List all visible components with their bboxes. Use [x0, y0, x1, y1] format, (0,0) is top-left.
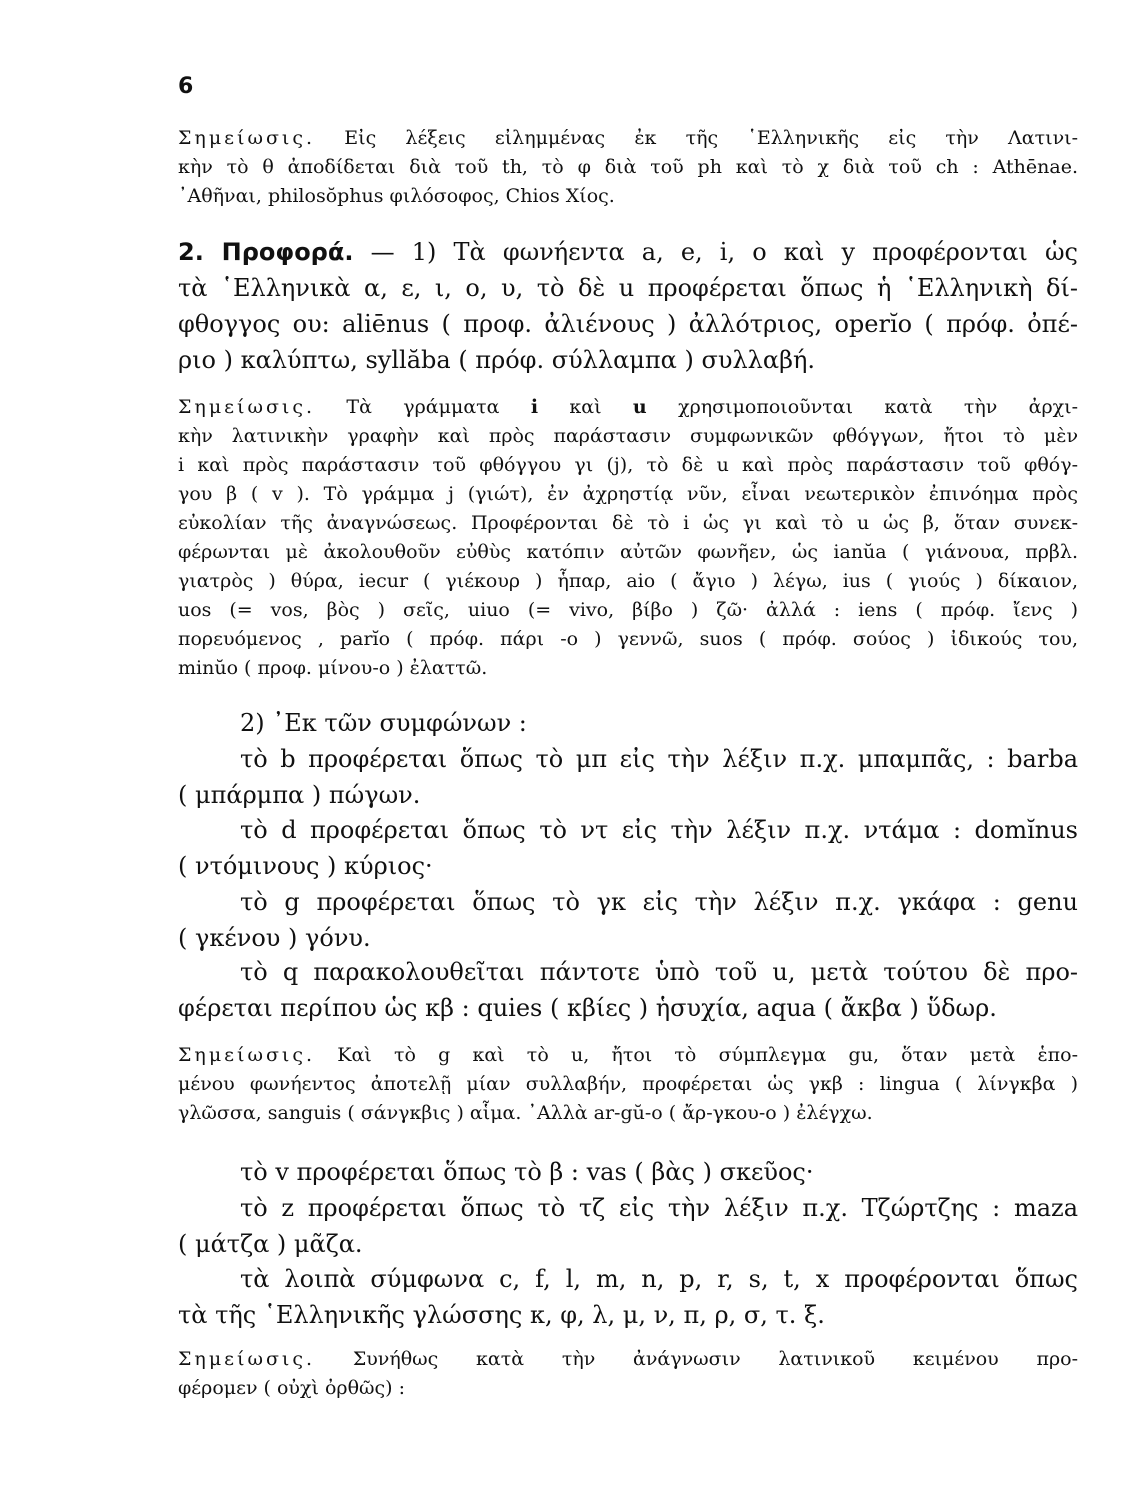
- text-line: φθογγος ου: aliēnus ( προφ. ἀλιένους ) ἀλλότριος, operĭo ( πρόφ. ὀπέ-: [178, 310, 1078, 338]
- text-span: καὶ: [538, 396, 633, 418]
- text-line: γιατρὸς ) θύρα, iecur ( γιέκουρ ) ἧπαρ, aio ( ἄγιο ) λέγω, ius ( γιούς ) δίκαιον,: [178, 570, 1079, 592]
- text-line: [178, 234, 1078, 270]
- text-line: τὸ z προφέρεται ὅπως τὸ τζ εἰς τὴν λέξιν π.χ. Τζώρτζης : maza: [240, 1194, 1078, 1222]
- text-line: ( μπάρμπα ) πώγων.: [178, 781, 421, 809]
- text-line: φέρωνται μὲ ἀκολουθοῦν εὐθὺς κατόπιν αὐτῶν φωνῆεν, ὡς ianŭa ( γιάνουα, πρβλ.: [178, 541, 1078, 563]
- text-line: ( γκένου ) γόνυ.: [178, 924, 371, 952]
- note-reading: [178, 1345, 1078, 1403]
- text-line: φέρομεν ( οὐχὶ ὀρθῶς) :: [178, 1377, 406, 1399]
- text-span: Εἰς λέξεις εἰλημμένας ἐκ τῆς ῾Ελληνικῆς εἰς τὴν Λατινι-: [315, 127, 1078, 149]
- text-line: γου β ( v ). Τὸ γράμμα j (γιώτ), ἐν ἀχρηστίᾳ νῦν, εἶναι νεωτερικὸν ἐπινόημα πρὸς: [178, 483, 1078, 505]
- consonant-b: [178, 741, 1078, 813]
- consonants-heading: [178, 705, 1078, 741]
- text-line: πορευόμενος , parĭo ( πρόφ. πάρι -ο ) γεννῶ, suos ( πρόφ. σούος ) ἰδικούς του,: [178, 628, 1078, 650]
- text-line: γλῶσσα, sanguis ( σάνγκβις ) αἷμα. ᾿Αλλὰ ar-gŭ-o ( ἄρ-γκου-ο ) ἐλέγχω.: [178, 1102, 873, 1124]
- section-heading: 2. Προφορά.: [178, 238, 354, 266]
- text-line: minŭo ( προφ. μίνου-ο ) ἐλαττῶ.: [178, 657, 488, 679]
- text-line: ( ντόμινους ) κύριος·: [178, 852, 433, 880]
- text-line: τὸ b προφέρεται ὅπως τὸ μπ εἰς τὴν λέξιν π.χ. μπαμπᾶς, : barba: [240, 745, 1078, 773]
- text-line: φέρεται περίπου ὡς κβ : quies ( κβίες ) ἡσυχία, aqua ( ἄκβα ) ὕδωρ.: [178, 994, 997, 1022]
- text-line: ( μάτζα ) μᾶζα.: [178, 1230, 363, 1258]
- note-label: Σημείωσις.: [178, 396, 316, 418]
- note-label: Σημείωσις.: [178, 127, 316, 149]
- consonant-z: [178, 1190, 1078, 1262]
- text-line: ᾿Αθῆναι, philosŏphus φιλόσοφος, Chios Χίος.: [178, 185, 615, 207]
- text-line: [178, 1345, 1078, 1374]
- letter-u: u: [632, 396, 647, 418]
- note-consonantal-i-u: [178, 393, 1078, 683]
- text-span: Συνήθως κατὰ τὴν ἀνάγνωσιν λατινικοῦ κειμένου προ-: [315, 1348, 1078, 1370]
- text-line: uos (= vos, βὸς ) σεῖς, uiuo (= vivo, βίβο ) ζῶ· ἀλλά : iens ( πρόφ. ἴενς ): [178, 599, 1078, 621]
- text-line: τὸ q παρακολουθεῖται πάντοτε ὑπὸ τοῦ u, μετὰ τούτου δὲ προ-: [240, 958, 1078, 986]
- text-line: ριο ) καλύπτω, syllăba ( πρόφ. σύλλαμπα ) συλλαβή.: [178, 346, 815, 374]
- consonant-d: [178, 812, 1078, 884]
- consonant-rest: [178, 1261, 1078, 1333]
- text-line: τὰ τῆς ῾Ελληνικῆς γλώσσης κ, φ, λ, μ, ν, π, ρ, σ, τ. ξ.: [178, 1301, 825, 1329]
- text-line: i καὶ πρὸς παράστασιν τοῦ φθόγγου γι (j), τὸ δὲ u καὶ πρὸς παράστασιν τοῦ φθόγ-: [178, 454, 1078, 476]
- text-line: [178, 124, 1078, 153]
- consonant-v: [178, 1154, 1078, 1190]
- text-line: εὐκολίαν τῆς ἀναγνώσεως. Προφέρονται δὲ τὸ i ὡς γι καὶ τὸ u ὡς β, ὅταν συνεκ-: [178, 512, 1078, 534]
- text-line: κὴν τὸ θ ἀποδίδεται διὰ τοῦ th, τὸ φ διὰ τοῦ ph καὶ τὸ χ διὰ τοῦ ch : Athēnae.: [178, 156, 1078, 178]
- text-line: τὰ ῾Ελληνικὰ α, ε, ι, ο, υ, τὸ δὲ u προφέρεται ὅπως ἡ ῾Ελληνικὴ δί-: [178, 274, 1078, 302]
- consonant-g: [178, 884, 1078, 956]
- text-line: τὸ d προφέρεται ὅπως τὸ ντ εἰς τὴν λέξιν π.χ. ντάμα : domĭnus: [240, 816, 1078, 844]
- note-gu: [178, 1041, 1078, 1128]
- text-line: τὸ g προφέρεται ὅπως τὸ γκ εἰς τὴν λέξιν π.χ. γκάφα : genu: [240, 888, 1078, 916]
- consonant-q: [178, 954, 1078, 1026]
- text-span: χρησιμοποιοῦνται κατὰ τὴν ἀρχι-: [646, 396, 1078, 418]
- page-number: 6: [178, 74, 194, 99]
- section-pronunciation: [178, 234, 1078, 378]
- subsection-heading: 2) ᾿Εκ τῶν συμφώνων :: [240, 709, 527, 737]
- text-line: κὴν λατινικὴν γραφὴν καὶ πρὸς παράστασιν συμφωνικῶν φθόγγων, ἤτοι τὸ μὲν: [178, 425, 1078, 447]
- text-line: τὸ v προφέρεται ὅπως τὸ β : vas ( βὰς ) σκεῦος·: [240, 1158, 814, 1186]
- text-span: Τὰ γράμματα: [315, 396, 531, 418]
- note-label: Σημείωσις.: [178, 1348, 316, 1370]
- letter-i: i: [530, 396, 539, 418]
- text-line: μένου φωνήεντος ἀποτελῇ μίαν συλλαβήν, προφέρεται ὡς γκβ : lingua ( λίνγκβα ): [178, 1073, 1078, 1095]
- note-transliteration: [178, 124, 1078, 211]
- text-line: τὰ λοιπὰ σύμφωνα c, f, l, m, n, p, r, s, t, x προφέρονται ὅπως: [240, 1265, 1078, 1293]
- text-line: [178, 1041, 1078, 1070]
- text-span: Καὶ τὸ g καὶ τὸ u, ἤτοι τὸ σύμπλεγμα gu, ὅταν μετὰ ἑπο-: [315, 1044, 1078, 1066]
- text-line: [178, 393, 1078, 422]
- note-label: Σημείωσις.: [178, 1044, 316, 1066]
- text-span: — 1) Τὰ φωνήεντα a, e, i, o καὶ y προφέρονται ὡς: [353, 238, 1078, 266]
